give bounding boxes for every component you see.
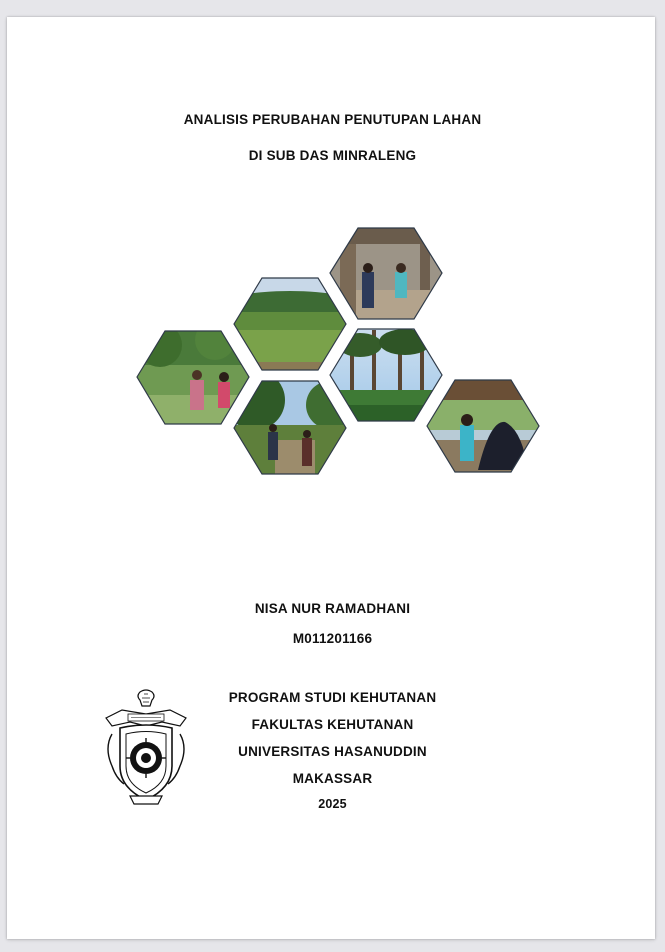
photo-field-workers bbox=[130, 320, 255, 430]
author-name: NISA NUR RAMADHANI bbox=[254, 601, 411, 616]
document-title-line-2: DI SUB DAS MINRALENG bbox=[248, 148, 417, 163]
faculty-name: FAKULTAS KEHUTANAN bbox=[251, 717, 414, 732]
study-program: PROGRAM STUDI KEHUTANAN bbox=[228, 690, 437, 705]
photo-interview bbox=[421, 374, 546, 479]
photo-pine-forest bbox=[324, 323, 449, 428]
photo-forest-path bbox=[225, 370, 354, 480]
document-title-line-1: ANALISIS PERUBAHAN PENUTUPAN LAHAN bbox=[183, 112, 482, 127]
student-id: M011201166 bbox=[292, 631, 373, 646]
city-name: MAKASSAR bbox=[292, 771, 373, 786]
photo-shelter bbox=[324, 222, 449, 327]
university-seal-icon bbox=[100, 688, 192, 808]
university-name: UNIVERSITAS HASANUDDIN bbox=[238, 744, 427, 759]
year: 2025 bbox=[318, 797, 347, 811]
